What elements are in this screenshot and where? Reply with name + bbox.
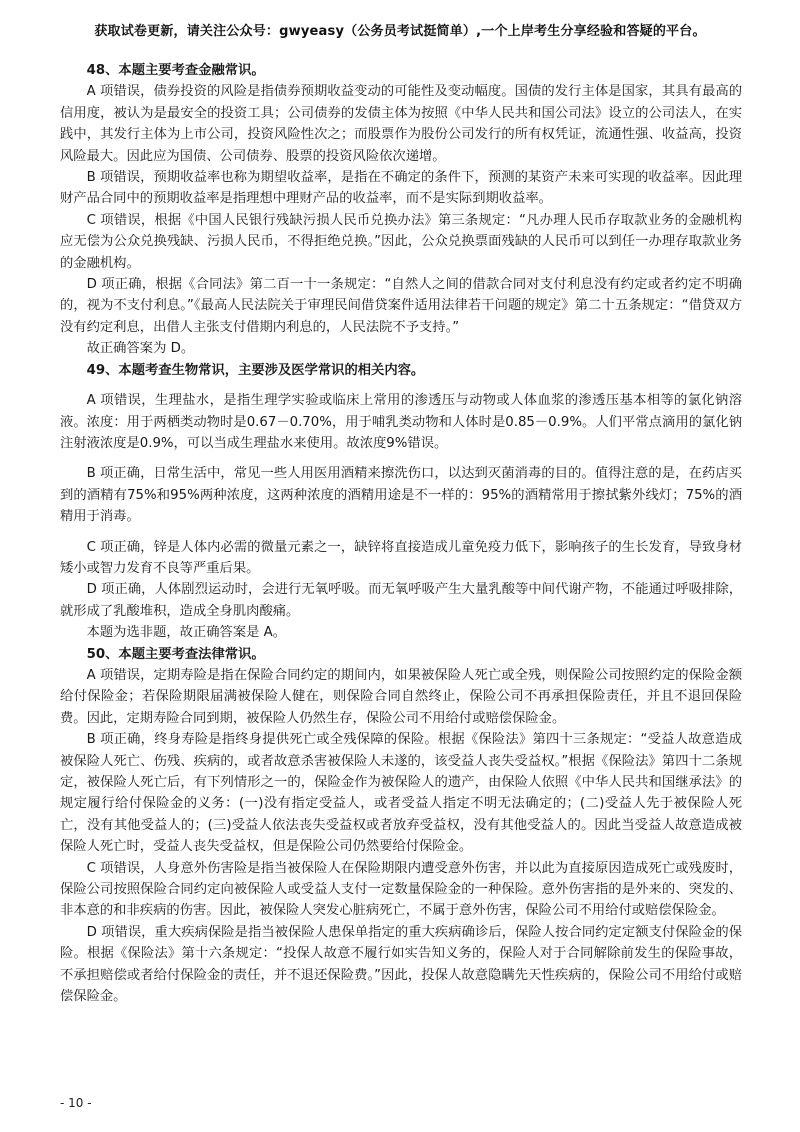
document-body: [60, 60, 742, 1007]
page-header-notice: 获取试卷更新，请关注公众号：gwyeasy（公务员考试挺简单）,一个上岸考生分享经验和答疑的平台。: [94, 24, 706, 39]
question-49-answer: 本题为选非题，故正确答案是 A。: [86, 625, 287, 641]
question-49-option-a: A 项错误，生理盐水，是指生理学实验或临床上常用的渗透压与动物或人体血浆的渗透压基本相等的氯化钠溶液。浓度：用于两栖类动物时是0.67－0.70%，用于哺乳类动物和人体时是0.85－0.9%。人们平常点滴用的氯化钠注射液浓度是0.9%，可以当成生理盐水来使用。故浓度9%错误。: [60, 393, 742, 451]
question-49-option-c: C 项正确，锌是人体内必需的微量元素之一，缺锌将直接造成儿童免疫力低下，影响孩子的生长发育，导致身材矮小或智力发育不良等严重后果。: [60, 539, 742, 576]
question-48-option-b: B 项错误，预期收益率也称为期望收益率，是指在不确定的条件下，预测的某资产未来可实现的收益率。因此理财产品合同中的预期收益率是指理想中理财产品的收益率，而不是实际到期收益率。: [60, 170, 742, 207]
page-number: - 10 -: [60, 1096, 92, 1110]
question-48-option-d: D 项正确，根据《合同法》第二百一十一条规定：“自然人之间的借款合同对支付利息没有约定或者约定不明确的，视为不支付利息。”《最高人民法院关于审理民间借贷案件适用法律若干问题的规定》第二十五条规定：“借贷双方没有约定利息，出借人主张支付借期内利息的，人民法院不予支持。”: [60, 277, 742, 335]
question-48-answer: 故正确答案为 D。: [86, 341, 195, 357]
question-50-title: 50、本题主要考查法律常识。: [86, 646, 265, 662]
question-50-option-b: B 项正确，终身寿险是指终身提供死亡或全残保障的保险。根据《保险法》第四十三条规定：“受益人故意造成被保险人死亡、伤残、疾病的，或者故意杀害被保险人未遂的，该受益人丧失受益权。”根据《保险法》第四十二条规定，被保险人死亡后，有下列情形之一的，保险金作为被保险人的遗产，由保险人依照《中华人民共和国继承法》的规定履行给付保险金的义务：(一)没有指定受益人，或者受益人指定不明无法确定的；(二)受益人先于被保险人死亡，没有其他受益人的；(三)受益人依法丧失受益权或者放弃受益权，没有其他受益人的。因此当受益人故意造成被保险人死亡时，受益人丧失受益权，但是保险公司仍然要给付保险金。: [60, 732, 742, 855]
question-48-title: 48、本题主要考查金融常识。: [86, 63, 265, 78]
question-50-option-c: C 项错误，人身意外伤害险是指当被保险人在保险期限内遭受意外伤害，并以此为直接原因造成死亡或残废时，保险公司按照保险合同约定向被保险人或受益人支付一定数量保险金的一种保险。意外伤害指的是外来的、突发的、非本意的和非疾病的伤害。因此，被保险人突发心脏病死亡，不属于意外伤害，保险公司不用给付或赔偿保险金。: [60, 860, 742, 919]
question-48-option-c: C 项错误，根据《中国人民银行残缺污损人民币兑换办法》第三条规定：“凡办理人民币存取款业务的金融机构应无偿为公众兑换残缺、污损人民币，不得拒绝兑换。”因此，公众兑换票面残缺的人民币可以到任一办理存取款业务的金融机构。: [60, 212, 742, 271]
question-50-option-a: A 项错误，定期寿险是指在保险合同约定的期间内，如果被保险人死亡或全残，则保险公司按照约定的保险金额给付保险金；若保险期限届满被保险人健在，则保险合同自然终止，保险公司不再承担保险责任，并且不退回保险费。因此，定期寿险合同到期，被保险人仍然生存，保险公司不用给付或赔偿保险金。: [60, 667, 742, 726]
question-50-option-d: D 项错误，重大疾病保险是指当被保险人患保单指定的重大疾病确诊后，保险人按合同约定定额支付保险金的保险。根据《保险法》第十六条规定：“投保人故意不履行如实告知义务的，保险人对于合同解除前发生的保险事故，不承担赔偿或者给付保险金的责任，并不退还保险费。”因此，投保人故意隐瞒先天性疾病的，保险公司不用给付或赔偿保险金。: [60, 924, 742, 1005]
question-49-title: 49、本题考查生物常识，主要涉及医学常识的相关内容。: [86, 362, 425, 378]
question-48-option-a: A 项错误，债券投资的风险是指债券预期收益变动的可能性及变动幅度。国债的发行主体是国家，其具有最高的信用度，被认为是最安全的投资工具；公司债券的发债主体为按照《中华人民共和国公司法》设立的公司法人，在实践中，其发行主体为上市公司，投资风险性次之；而股票作为股份公司发行的所有权凭证，流通性强、收益高，投资风险最大。因此应为国债、公司债券、股票的投资风险依次递增。: [60, 84, 742, 164]
question-49-option-d: D 项正确，人体剧烈运动时，会进行无氧呼吸。而无氧呼吸产生大量乳酸等中间代谢产物，不能通过呼吸排除，就形成了乳酸堆积，造成全身肌肉酸痛。: [60, 582, 742, 619]
question-49-option-b: B 项正确，日常生活中，常见一些人用医用酒精来擦洗伤口，以达到灭菌消毒的目的。值得注意的是，在药店买到的酒精有75%和95%两种浓度，这两种浓度的酒精用途是不一样的：95%的酒精常用于擦拭紫外线灯；75%的酒精用于消毒。: [60, 466, 742, 525]
